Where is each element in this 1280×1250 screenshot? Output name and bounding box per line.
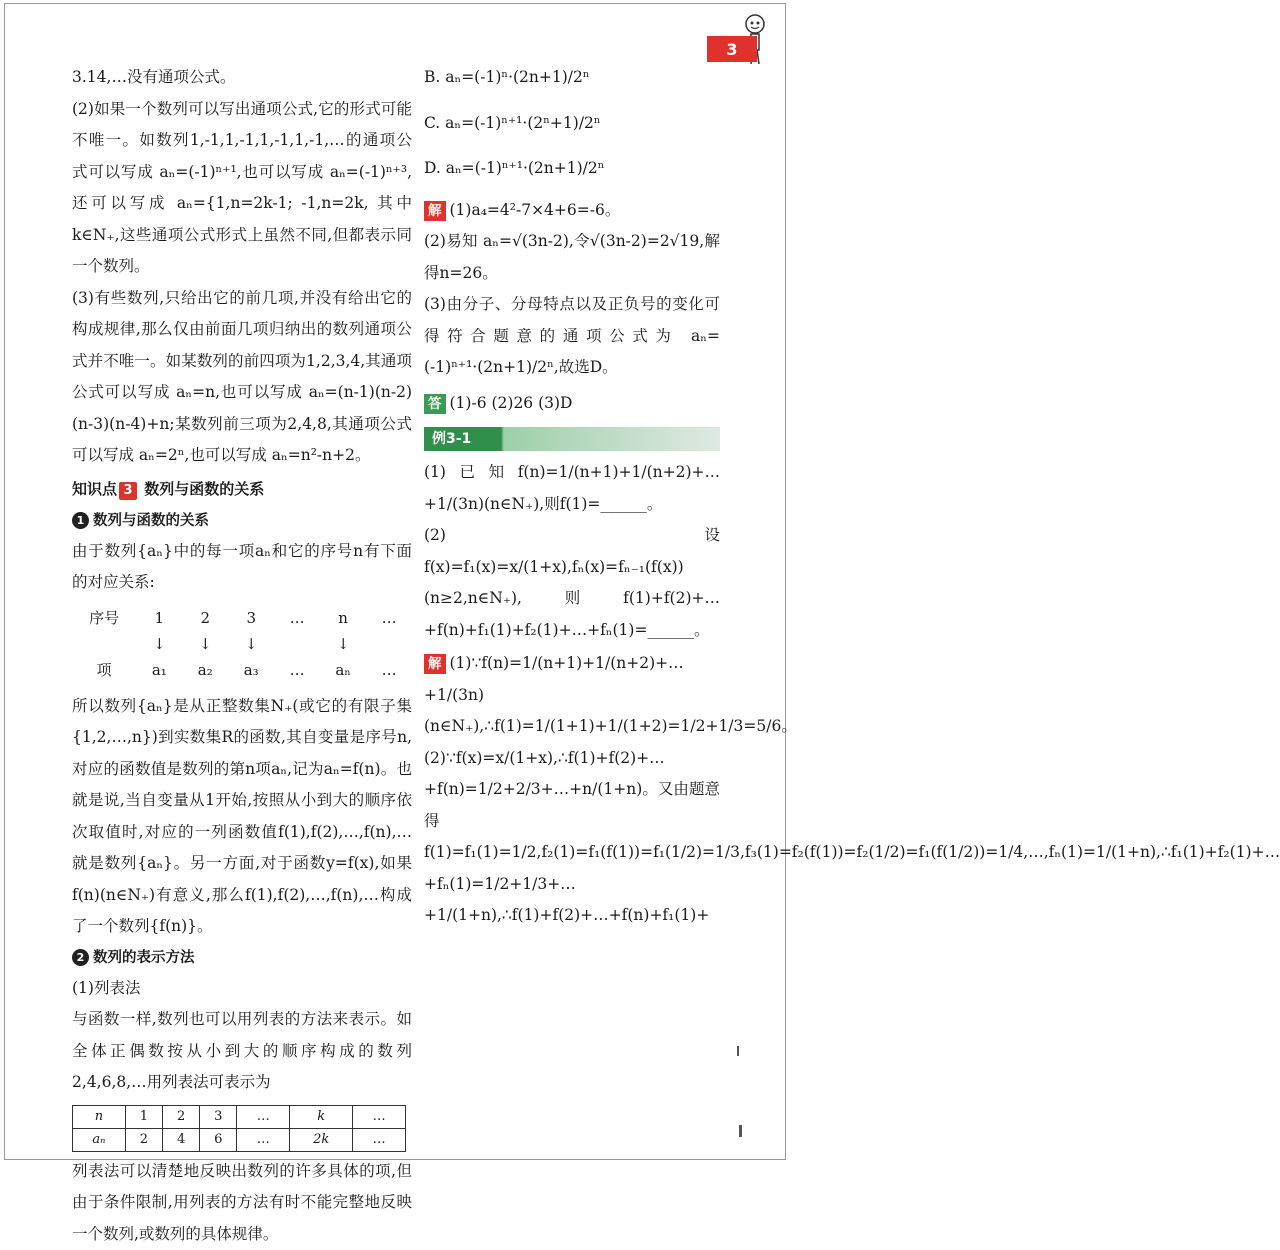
correspondence-diagram — [72, 605, 412, 683]
subheading-2-title: 数列的表示方法 — [93, 950, 195, 966]
corr-cell: 2 — [182, 605, 228, 631]
subheading-2 — [72, 943, 412, 973]
subheading-1-title: 数列与函数的关系 — [93, 513, 209, 529]
solution-line-4 — [424, 648, 720, 743]
table-cell: 6 — [200, 1128, 237, 1151]
table-cell: … — [353, 1105, 406, 1128]
margin-mark — [739, 1125, 742, 1137]
corr-cell: 序号 — [72, 605, 136, 631]
table-cell: 3 — [200, 1105, 237, 1128]
subheading-1-number: 1 — [72, 512, 89, 529]
corr-row-arrows — [72, 631, 412, 657]
paragraph-7: 与函数一样,数列也可以用列表的方法来表示。如全体正偶数按从小到大的顺序构成的数列2,4,6,8,…用列表法可表示为 — [72, 1004, 412, 1099]
table-cell: … — [237, 1105, 290, 1128]
solution-tag: 解 — [424, 201, 446, 221]
paragraph-4: 由于数列{aₙ}中的每一项aₙ和它的序号n有下面的对应关系: — [72, 536, 412, 599]
page-number: 3 — [707, 36, 757, 62]
margin-mark — [737, 1046, 739, 1056]
option-b: B. aₙ=(-1)ⁿ·(2n+1)/2ⁿ — [424, 62, 720, 94]
table-cell: 2 — [163, 1105, 200, 1128]
section-title: 数列与函数的关系 — [144, 480, 264, 498]
paragraph-6: (1)列表法 — [72, 973, 412, 1005]
table-cell: 2k — [290, 1128, 353, 1151]
table-cell: k — [290, 1105, 353, 1128]
section-prefix: 知识点 — [72, 480, 117, 498]
table-cell: aₙ — [73, 1128, 126, 1151]
corr-cell: a₁ — [136, 657, 182, 683]
corr-cell: … — [366, 605, 412, 631]
answer-tag: 答 — [424, 394, 446, 414]
corr-cell: n — [320, 605, 366, 631]
solution-tag-2: 解 — [424, 654, 446, 674]
corr-cell: 1 — [136, 605, 182, 631]
table-cell: 4 — [163, 1128, 200, 1151]
solution-line-2: (2)易知 aₙ=√(3n-2),令√(3n-2)=2√19,解得n=26。 — [424, 226, 720, 289]
table-row — [73, 1128, 406, 1151]
option-d: D. aₙ=(-1)ⁿ⁺¹·(2n+1)/2ⁿ — [424, 153, 720, 185]
subheading-1 — [72, 506, 412, 536]
corr-row-index — [72, 605, 412, 631]
left-column — [72, 62, 412, 1250]
corr-cell: … — [274, 657, 320, 683]
right-column — [424, 62, 720, 932]
sequence-table — [72, 1105, 406, 1152]
answer-line — [424, 388, 720, 420]
corr-cell: 3 — [228, 605, 274, 631]
down-arrow-icon: ↓ — [182, 631, 228, 657]
down-arrow-icon: ↓ — [228, 631, 274, 657]
solution-text-1: (1)a₄=4²-7×4+6=-6。 — [450, 201, 621, 219]
down-arrow-icon: ↓ — [136, 631, 182, 657]
solution-line-5: (2)∵f(x)=x/(1+x),∴f(1)+f(2)+…+f(n)=1/2+2/3+…+n/(1+n)。又由题意得f(1)=f₁(1)=1/2,f₂(1)=f₁(f(1))=f₁(1/2)=1/3,f₃(1)=f₂(f(1))=f₂(1/2)=f₁(f(1/2))=1/4,…,fₙ(1)=1/(1+n),∴f₁(1)+f₂(1)+…+fₙ(1)=1/2+1/3+…+1/(1+n),∴f(1)+f(2)+…+f(n)+f₁(1)+ — [424, 743, 720, 932]
answer-text: (1)-6 (2)26 (3)D — [450, 394, 573, 412]
question-2: (2)设f(x)=f₁(x)=x/(1+x),fₙ(x)=fₙ₋₁(f(x))(n≥2,n∈N₊),则f(1)+f(2)+…+f(n)+f₁(1)+f₂(1)+…+fₙ(1)=______。 — [424, 520, 720, 646]
paragraph-3: (3)有些数列,只给出它的前几项,并没有给出它的构成规律,那么仅由前面几项归纳出的数列通项公式并不唯一。如某数列的前四项为1,2,3,4,其通项公式可以写成 aₙ=n,也可以写成 aₙ=(n-1)(n-2)(n-3)(n-4)+n;某数列前三项为2,4,8,其通项公式可以写成 aₙ=2ⁿ,也可以写成 aₙ=n²-n+2。 — [72, 283, 412, 472]
down-arrow-icon: ↓ — [320, 631, 366, 657]
table-cell: … — [237, 1128, 290, 1151]
paragraph-1: 3.14,…没有通项公式。 — [72, 62, 412, 94]
table-cell: … — [353, 1128, 406, 1151]
corr-row-terms — [72, 657, 412, 683]
section-heading — [72, 474, 412, 504]
corr-cell: aₙ — [320, 657, 366, 683]
example-banner: 例3-1 — [424, 427, 720, 451]
table-cell: 1 — [125, 1105, 162, 1128]
paragraph-2: (2)如果一个数列可以写出通项公式,它的形式可能不唯一。如数列1,-1,1,-1,1,-1,1,-1,…的通项公式可以写成 aₙ=(-1)ⁿ⁺¹,也可以写成 aₙ=(-1)ⁿ⁺³,还可以写成 aₙ={1,n=2k-1; -1,n=2k, 其中k∈N₊,这些通项公式形式上虽然不同,但都表示同一个数列。 — [72, 94, 412, 283]
section-number: 3 — [119, 482, 137, 500]
solution-text-4: (1)∵f(n)=1/(n+1)+1/(n+2)+…+1/(3n)(n∈N₊),∴f(1)=1/(1+1)+1/(1+2)=1/2+1/3=5/6。 — [424, 654, 797, 735]
table-row — [73, 1105, 406, 1128]
corr-cell: a₃ — [228, 657, 274, 683]
corr-cell: … — [274, 605, 320, 631]
corr-cell: a₂ — [182, 657, 228, 683]
question-1: (1)已知f(n)=1/(n+1)+1/(n+2)+…+1/(3n)(n∈N₊),则f(1)=______。 — [424, 457, 720, 520]
subheading-2-number: 2 — [72, 949, 89, 966]
option-c: C. aₙ=(-1)ⁿ⁺¹·(2ⁿ+1)/2ⁿ — [424, 108, 720, 140]
corr-cell — [366, 631, 412, 657]
table-cell: 2 — [125, 1128, 162, 1151]
paragraph-8: 列表法可以清楚地反映出数列的许多具体的项,但由于条件限制,用列表的方法有时不能完整地反映一个数列,或数列的具体规律。 — [72, 1156, 412, 1250]
table-cell: n — [73, 1105, 126, 1128]
solution-line-3: (3)由分子、分母特点以及正负号的变化可得符合题意的通项公式为 aₙ=(-1)ⁿ⁺¹·(2n+1)/2ⁿ,故选D。 — [424, 289, 720, 384]
corr-cell — [72, 631, 136, 657]
corr-cell: 项 — [72, 657, 136, 683]
paragraph-5: 所以数列{aₙ}是从正整数集N₊(或它的有限子集{1,2,…,n})到实数集R的函数,其自变量是序号n,对应的函数值是数列的第n项aₙ,记为aₙ=f(n)。也就是说,当自变量从1开始,按照从小到大的顺序依次取值时,对应的一列函数值f(1),f(2),…,f(n),…就是数列{aₙ}。另一方面,对于函数y=f(x),如果f(n)(n∈N₊)有意义,那么f(1),f(2),…,f(n),…构成了一个数列{f(n)}。 — [72, 691, 412, 943]
corr-cell — [274, 631, 320, 657]
corr-cell: … — [366, 657, 412, 683]
solution-line-1 — [424, 195, 720, 227]
